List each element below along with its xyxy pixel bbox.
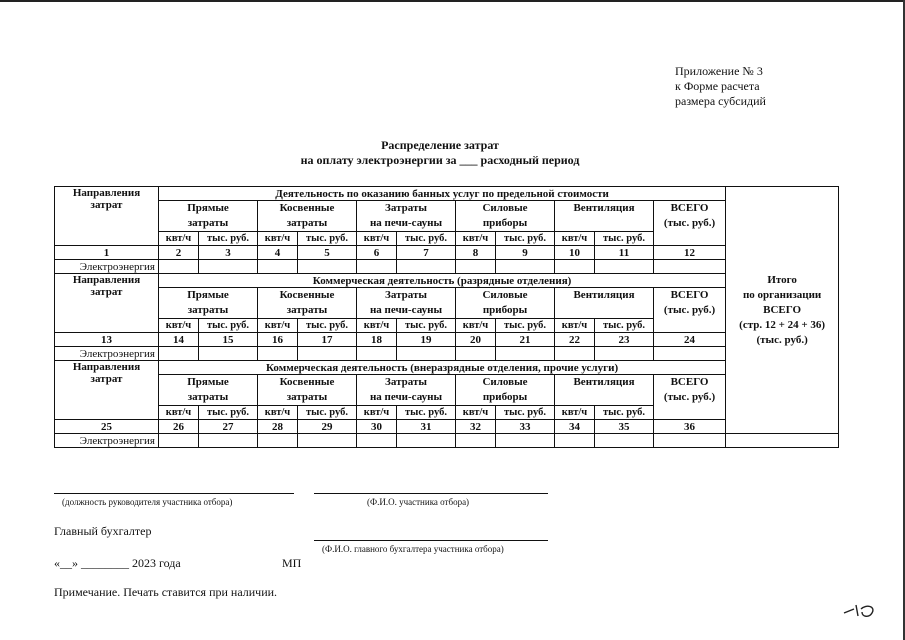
chief-accountant-caption: (Ф.И.О. главного бухгалтера участника отбора) [322, 544, 504, 554]
electricity-row [55, 434, 839, 448]
category-header-line: Прямые [187, 376, 229, 388]
category-header-line: Вентиляция [573, 289, 635, 301]
value-cell [654, 260, 726, 274]
column-number: 9 [496, 246, 555, 260]
category-header [456, 288, 555, 319]
column-number: 18 [357, 333, 397, 347]
electricity-label: Электроэнергия [55, 434, 159, 448]
section-total-line: ВСЕГО [670, 202, 709, 214]
value-cell [397, 260, 456, 274]
category-header [357, 375, 456, 406]
unit-kwh: квт/ч [159, 232, 199, 246]
section-total-line: (тыс. руб.) [663, 304, 716, 316]
category-header-line: затраты [286, 391, 328, 403]
head-position-caption: (должность руководителя участника отбора) [62, 497, 233, 507]
category-header [159, 288, 258, 319]
unit-rub: тыс. руб. [298, 319, 357, 333]
value-cell [555, 347, 595, 361]
column-number: 12 [654, 246, 726, 260]
section-title: Коммерческая деятельность (разрядные отделения) [159, 274, 726, 288]
category-header-line: Затраты [385, 289, 427, 301]
title-line-2: на оплату электроэнергии за ___ расходный период [300, 153, 580, 167]
row-header-cell [55, 274, 159, 333]
column-number: 36 [654, 420, 726, 434]
value-cell [456, 260, 496, 274]
column-number: 22 [555, 333, 595, 347]
value-cell [258, 260, 298, 274]
column-number-row [55, 246, 839, 260]
category-header-line: затраты [187, 391, 229, 403]
unit-kwh: квт/ч [555, 319, 595, 333]
section-title-row [55, 274, 839, 288]
value-cell [298, 260, 357, 274]
value-cell [555, 260, 595, 274]
category-header-line: затраты [286, 304, 328, 316]
value-cell [595, 434, 654, 448]
electricity-row [55, 347, 839, 361]
section-total-header [654, 201, 726, 246]
column-number: 15 [199, 333, 258, 347]
column-number: 23 [595, 333, 654, 347]
chief-accountant-label: Главный бухгалтер [54, 524, 152, 538]
grand-total-line: (стр. 12 + 24 + 36) [739, 318, 826, 331]
value-cell [595, 260, 654, 274]
value-cell [159, 347, 199, 361]
category-header-line: Силовые [482, 289, 528, 301]
appendix-line-1: Приложение № 3 [675, 64, 763, 78]
chief-accountant-line [314, 540, 548, 541]
stamp-label: МП [282, 556, 302, 570]
value-cell [496, 347, 555, 361]
value-cell [397, 347, 456, 361]
category-header-line: Косвенные [279, 202, 335, 214]
value-cell [595, 347, 654, 361]
category-header-line: Прямые [187, 202, 229, 214]
electricity-label: Электроэнергия [55, 347, 159, 361]
column-number: 31 [397, 420, 456, 434]
unit-kwh: квт/ч [456, 406, 496, 420]
unit-rub: тыс. руб. [595, 319, 654, 333]
date-field: «__» ________ 2023 года [54, 556, 181, 570]
value-cell [654, 347, 726, 361]
note-text: Примечание. Печать ставится при наличии. [54, 585, 278, 599]
value-cell [199, 260, 258, 274]
value-cell [654, 434, 726, 448]
category-header-line: Вентиляция [573, 202, 635, 214]
category-header-line: Прямые [187, 289, 229, 301]
unit-kwh: квт/ч [159, 406, 199, 420]
head-name-caption: (Ф.И.О. участника отбора) [367, 497, 470, 507]
category-header [555, 288, 654, 319]
value-cell [199, 347, 258, 361]
value-cell [456, 434, 496, 448]
category-header-line: приборы [482, 304, 528, 316]
column-number: 17 [298, 333, 357, 347]
appendix-line-2: к Форме расчета [675, 79, 760, 93]
value-cell [456, 347, 496, 361]
column-number: 7 [397, 246, 456, 260]
unit-rub: тыс. руб. [199, 406, 258, 420]
category-header-row [55, 375, 839, 406]
value-cell [298, 347, 357, 361]
category-header [357, 201, 456, 232]
value-cell [726, 434, 839, 448]
column-number: 30 [357, 420, 397, 434]
category-header-line: Силовые [482, 376, 528, 388]
category-header [258, 375, 357, 406]
section-total-header [654, 375, 726, 420]
unit-rub: тыс. руб. [397, 232, 456, 246]
section-title: Коммерческая деятельность (внеразрядные отделения, прочие услуги) [159, 361, 726, 375]
cost-distribution-table [54, 186, 839, 448]
section-total-line: ВСЕГО [670, 376, 709, 388]
electricity-label: Электроэнергия [55, 260, 159, 274]
title-line-1: Распределение затрат [381, 138, 499, 152]
category-header-line: затраты [286, 217, 328, 229]
column-number: 4 [258, 246, 298, 260]
unit-kwh: квт/ч [258, 232, 298, 246]
value-cell [298, 434, 357, 448]
category-header-line: приборы [482, 217, 528, 229]
category-header-line: затраты [187, 217, 229, 229]
section-title-row [55, 361, 839, 375]
row-header-line: затрат [90, 199, 123, 211]
column-number: 29 [298, 420, 357, 434]
column-number: 5 [298, 246, 357, 260]
category-header-row [55, 288, 839, 319]
grand-total-line: (тыс. руб.) [756, 333, 808, 346]
unit-rub: тыс. руб. [298, 406, 357, 420]
unit-rub: тыс. руб. [397, 406, 456, 420]
category-header [258, 288, 357, 319]
column-number: 8 [456, 246, 496, 260]
unit-rub: тыс. руб. [199, 319, 258, 333]
unit-rub: тыс. руб. [496, 319, 555, 333]
category-header-line: Вентиляция [573, 376, 635, 388]
column-number: 11 [595, 246, 654, 260]
value-cell [496, 434, 555, 448]
unit-kwh: квт/ч [357, 232, 397, 246]
page-top-border [0, 0, 904, 2]
value-cell [555, 434, 595, 448]
column-number: 6 [357, 246, 397, 260]
unit-kwh: квт/ч [258, 319, 298, 333]
unit-rub: тыс. руб. [595, 406, 654, 420]
category-header-line: Затраты [385, 202, 427, 214]
category-header-row [55, 201, 839, 232]
column-number: 19 [397, 333, 456, 347]
column-number: 21 [496, 333, 555, 347]
unit-kwh: квт/ч [456, 319, 496, 333]
value-cell [258, 434, 298, 448]
head-name-line [314, 493, 548, 494]
row-header-line: затрат [90, 286, 123, 298]
section-total-line: (тыс. руб.) [663, 391, 716, 403]
value-cell [159, 260, 199, 274]
value-cell [357, 434, 397, 448]
unit-kwh: квт/ч [555, 232, 595, 246]
row-header-line: Направления [72, 361, 141, 373]
column-number: 10 [555, 246, 595, 260]
appendix-line-3: размера субсидий [675, 94, 766, 108]
row-header-line: Направления [72, 274, 141, 286]
column-number: 34 [555, 420, 595, 434]
unit-kwh: квт/ч [456, 232, 496, 246]
unit-kwh: квт/ч [159, 319, 199, 333]
column-number-row [55, 420, 839, 434]
value-cell [258, 347, 298, 361]
row-header-cell [55, 361, 159, 420]
category-header [159, 201, 258, 232]
handwritten-mark-icon [842, 600, 878, 620]
column-number: 14 [159, 333, 199, 347]
column-number: 25 [55, 420, 159, 434]
category-header-line: на печи-сауны [369, 217, 443, 229]
category-header-line: Косвенные [279, 289, 335, 301]
unit-kwh: квт/ч [258, 406, 298, 420]
unit-rub: тыс. руб. [397, 319, 456, 333]
value-cell [357, 260, 397, 274]
unit-kwh: квт/ч [555, 406, 595, 420]
value-cell [397, 434, 456, 448]
grand-total-line: Итого [767, 273, 797, 286]
category-header-line: Силовые [482, 202, 528, 214]
category-header-line: на печи-сауны [369, 304, 443, 316]
section-title-row [55, 187, 839, 201]
category-header [456, 375, 555, 406]
electricity-row [55, 260, 839, 274]
value-cell [159, 434, 199, 448]
column-number: 16 [258, 333, 298, 347]
column-number: 28 [258, 420, 298, 434]
column-number: 35 [595, 420, 654, 434]
value-cell [357, 347, 397, 361]
grand-total-header [726, 187, 839, 434]
head-position-line [54, 493, 294, 494]
category-header-line: затраты [187, 304, 229, 316]
unit-rub: тыс. руб. [595, 232, 654, 246]
column-number: 33 [496, 420, 555, 434]
row-header-line: затрат [90, 373, 123, 385]
category-header [456, 201, 555, 232]
document-title [200, 138, 680, 168]
category-header-line: на печи-сауны [369, 391, 443, 403]
column-number: 13 [55, 333, 159, 347]
value-cell [496, 260, 555, 274]
unit-rub: тыс. руб. [496, 232, 555, 246]
row-header-cell [55, 187, 159, 246]
category-header [555, 375, 654, 406]
column-number: 26 [159, 420, 199, 434]
category-header [357, 288, 456, 319]
category-header [159, 375, 258, 406]
value-cell [199, 434, 258, 448]
category-header [555, 201, 654, 232]
column-number: 27 [199, 420, 258, 434]
category-header-line: Затраты [385, 376, 427, 388]
unit-kwh: квт/ч [357, 319, 397, 333]
grand-total-line: ВСЕГО [763, 303, 802, 316]
column-number: 1 [55, 246, 159, 260]
column-number-row [55, 333, 839, 347]
unit-rub: тыс. руб. [199, 232, 258, 246]
column-number: 32 [456, 420, 496, 434]
grand-total-line: по организации [742, 288, 822, 301]
column-number: 3 [199, 246, 258, 260]
appendix-note [675, 64, 766, 109]
category-header-line: Косвенные [279, 376, 335, 388]
unit-kwh: квт/ч [357, 406, 397, 420]
section-total-line: (тыс. руб.) [663, 217, 716, 229]
section-total-header [654, 288, 726, 333]
column-number: 2 [159, 246, 199, 260]
section-title: Деятельность по оказанию банных услуг по предельной стоимости [159, 187, 726, 201]
row-header-line: Направления [72, 187, 141, 199]
unit-rub: тыс. руб. [298, 232, 357, 246]
category-header [258, 201, 357, 232]
section-total-line: ВСЕГО [670, 289, 709, 301]
category-header-line: приборы [482, 391, 528, 403]
column-number: 20 [456, 333, 496, 347]
column-number: 24 [654, 333, 726, 347]
unit-rub: тыс. руб. [496, 406, 555, 420]
